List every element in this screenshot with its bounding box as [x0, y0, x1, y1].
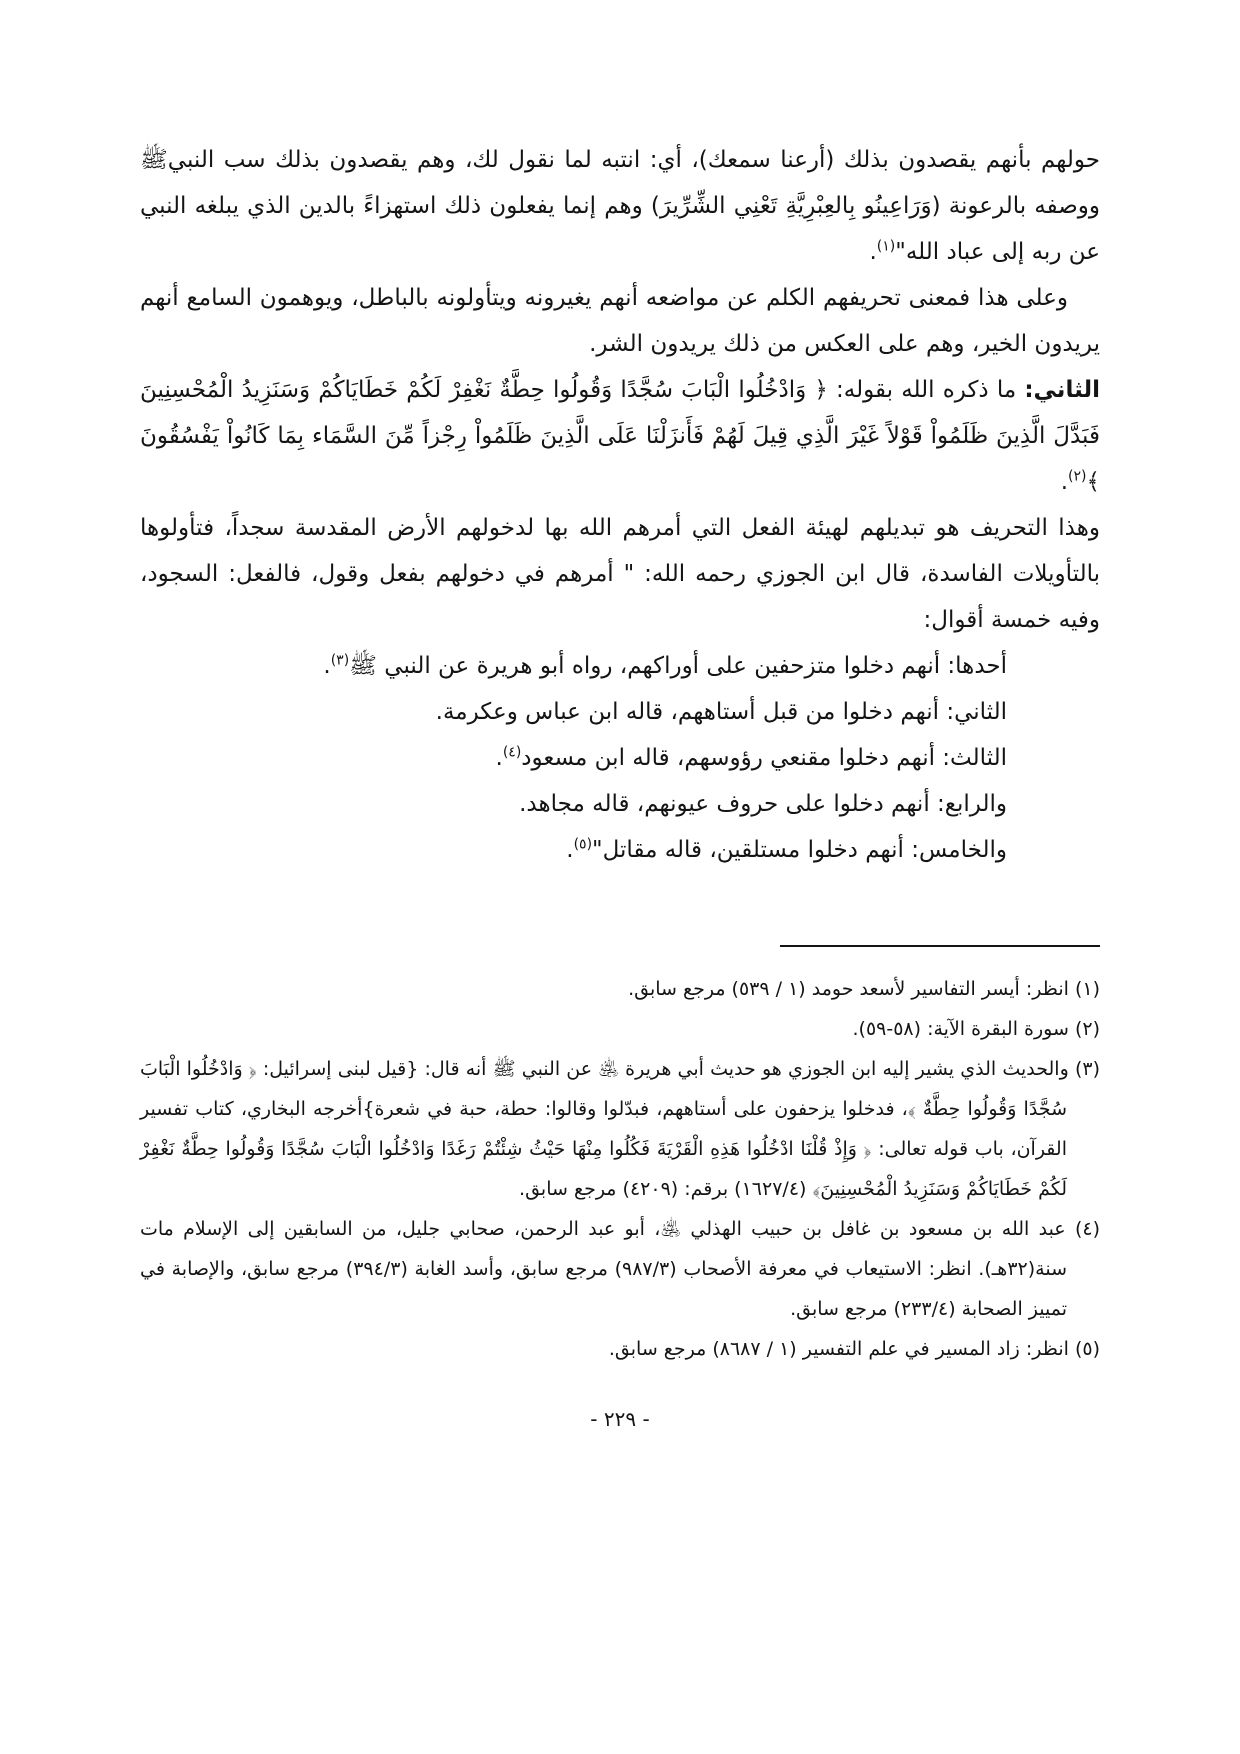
list-item-end: . — [566, 837, 574, 863]
footnote — [140, 1049, 1100, 1209]
footnote-number: (١) — [1074, 978, 1100, 1000]
footnote-marker: (٣) — [330, 652, 350, 669]
list-item — [140, 689, 1007, 735]
footnote — [140, 1329, 1100, 1369]
list-item-text: الثاني: أنهم دخلوا من قبل أستاههم، قاله ابن عباس وعكرمة. — [435, 699, 1007, 725]
footnote-text: والحديث الذي يشير إليه ابن الجوزي هو حديث أبي هريرة ﵁ عن النبي ﷺ أنه قال: {قيل لبنى إسرائيل: ﴿ وَادْخُلُوا الْبَابَ سُجَّدًا وَقُولُوا حِطَّةٌ ﴾، فدخلوا يزحفون على أستاههم، فبدّلوا وقالوا: حطة، حبة في شعرة}أخرجه البخاري، كتاب تفسير القرآن، باب قوله تعالى: ﴿ وَإِذْ قُلْنَا ادْخُلُوا هَذِهِ الْقَرْيَةَ فَكُلُوا مِنْهَا حَيْثُ شِئْتُمْ رَغَدًا وَادْخُلُوا الْبَابَ سُجَّدًا وَقُولُوا حِطَّةٌ نَغْفِرْ لَكُمْ خَطَايَاكُمْ وَسَنَزِيدُ الْمُحْسِنِينَ﴾ (١٦٢٧/٤) برقم: (٤٢٠٩) مرجع سابق. — [140, 1058, 1069, 1200]
footnote-separator — [780, 945, 1100, 947]
footnote-text: سورة البقرة الآية: (٥٨-٥٩). — [852, 1018, 1069, 1040]
footnote-text: انظر: أيسر التفاسير لأسعد حومد (١ / ٥٣٩) مرجع سابق. — [628, 978, 1069, 1000]
paragraph-meaning — [140, 275, 1100, 367]
sayings-list — [140, 643, 1100, 873]
paragraph-end: . — [1060, 469, 1069, 495]
list-item-text: الثالث: أنهم دخلوا مقنعي رؤوسهم، قاله ابن مسعود — [521, 745, 1007, 771]
page-content — [140, 137, 1100, 1439]
footnote-marker: (٤) — [502, 744, 522, 761]
paragraph-continuation — [140, 137, 1100, 275]
footnote-marker: (٢) — [1068, 468, 1087, 485]
paragraph-text: حولهم بأنهم يقصدون بذلك (أرعنا سمعك)، أي: انتبه لما نقول لك، وهم يقصدون بذلك سب النبيﷺ ووصفه بالرعونة (وَرَاعِينُو بِالعِبْرِيَّةِ تَعْنِي الشِّرِّيرَ) وهم إنما يفعلون ذلك استهزاءً بالدين الذي يبلغه النبي عن ربه إلى عباد الله" — [140, 147, 1100, 265]
footnote-number: (٤) — [1074, 1218, 1101, 1240]
list-item-end: . — [323, 653, 331, 679]
paragraph-text: وعلى هذا فمعنى تحريفهم الكلم عن مواضعه أنهم يغيرونه ويتأولونه بالباطل، ويوهمون السامع أنهم يريدون الخير، وهم على العكس من ذلك يريدون الشر. — [140, 285, 1100, 357]
footnote-text: انظر: زاد المسير في علم التفسير (١ / ٨٦٨٧) مرجع سابق. — [608, 1338, 1069, 1360]
paragraph-second-point — [140, 367, 1100, 505]
footnote — [140, 1209, 1100, 1329]
footnotes — [140, 969, 1100, 1369]
page-number: - ٢٢٩ - — [590, 1407, 650, 1431]
list-item — [140, 643, 1007, 689]
list-item-text: والرابع: أنهم دخلوا على حروف عيونهم، قاله مجاهد. — [519, 791, 1007, 817]
footnote-number: (٢) — [1074, 1018, 1100, 1040]
footnote-text: عبد الله بن مسعود بن غافل بن حبيب الهذلي ﵁، أبو عبد الرحمن، صحابي جليل، من السابقين إلى الإسلام مات سنة(٣٢هـ). انظر: الاستيعاب في معرفة الأصحاب (٩٨٧/٣) مرجع سابق، وأسد الغابة (٣٩٤/٣) مرجع سابق، والإصابة في تمييز الصحابة (٢٣٣/٤) مرجع سابق. — [140, 1218, 1068, 1320]
list-item — [140, 735, 1007, 781]
paragraph-end: . — [869, 239, 877, 265]
paragraph-tahrif — [140, 505, 1100, 643]
list-item-end: . — [495, 745, 503, 771]
paragraph-text: وهذا التحريف هو تبديلهم لهيئة الفعل التي أمرهم الله بها لدخولهم الأرض المقدسة سجداً، فتأولوها بالتأويلات الفاسدة، قال ابن الجوزي رحمه الله: " أمرهم في دخولهم بفعل وقول، فالفعل: السجود، وفيه خمسة أقوال: — [140, 515, 1100, 633]
footnote-number: (٥) — [1074, 1338, 1100, 1360]
paragraph-label: الثاني: — [1024, 377, 1100, 403]
main-text — [140, 137, 1100, 873]
paragraph-text: ما ذكره الله بقوله: ﴿ وَادْخُلُوا الْبَابَ سُجَّدًا وَقُولُوا حِطَّةٌ نَغْفِرْ لَكُمْ خَطَايَاكُمْ وَسَنَزِيدُ الْمُحْسِنِينَ فَبَدَّلَ الَّذِينَ ظَلَمُواْ قَوْلاً غَيْرَ الَّذِي قِيلَ لَهُمْ فَأَنزَلْنَا عَلَى الَّذِينَ ظَلَمُواْ رِجْزاً مِّنَ السَّمَاء بِمَا كَانُواْ يَفْسُقُونَ ﴾ — [140, 377, 1100, 495]
list-item-text: أحدها: أنهم دخلوا متزحفين على أوراكهم، رواه أبو هريرة عن النبي ﷺ — [349, 653, 1007, 679]
footnote — [140, 969, 1100, 1009]
footnote — [140, 1009, 1100, 1049]
list-item-text: والخامس: أنهم دخلوا مستلقين، قاله مقاتل" — [592, 837, 1007, 863]
list-item — [140, 781, 1007, 827]
footnote-number: (٣) — [1074, 1058, 1100, 1080]
footnote-marker: (٥) — [573, 836, 593, 853]
list-item — [140, 827, 1007, 873]
footnote-marker: (١) — [876, 238, 896, 255]
